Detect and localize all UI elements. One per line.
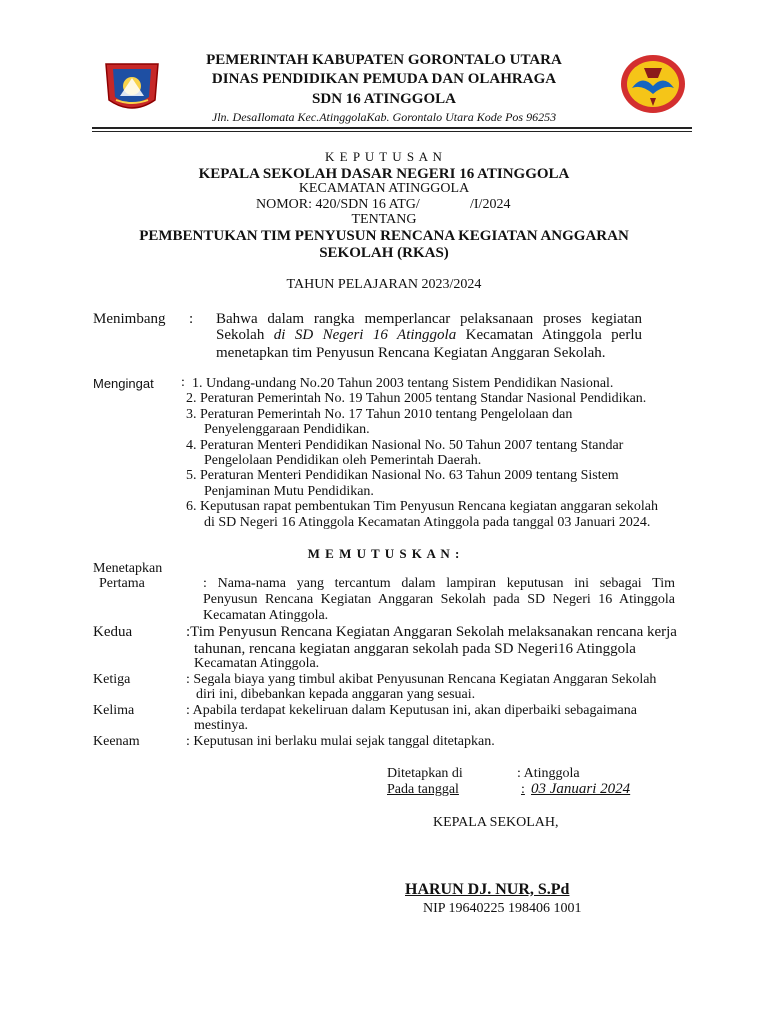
signatory-nip: NIP 19640225 198406 1001 <box>423 901 582 916</box>
kedua-line2: tahunan, rencana kegiatan anggaran sekolah pada SD Negeri16 Atinggola <box>194 641 636 657</box>
district-line: KECAMATAN ATINGGOLA <box>298 181 470 196</box>
mengingat-item-6-cont: di SD Negeri 16 Atinggola Kecamatan Atinggola pada tanggal 03 Januari 2024. <box>204 515 651 530</box>
tanggal-label: Pada tanggal <box>387 782 459 797</box>
header-address: Jln. DesaIlomata Kec.AtinggolaKab. Gorontalo Utara Kode Pos 96253 <box>211 110 557 124</box>
signatory-name: HARUN DJ. NUR, S.Pd <box>405 881 570 898</box>
mengingat-item-5-cont: Penjaminan Mutu Pendidikan. <box>204 484 374 499</box>
mengingat-colon: : <box>181 375 185 390</box>
menimbang-line3: menetapkan tim Penyusun Rencana Kegiatan Anggaran Sekolah. <box>216 345 606 361</box>
decree-number-suffix: /I/2024 <box>470 197 511 212</box>
ketiga-line2: diri ini, dibebankan kepada anggaran yang sesuai. <box>196 687 476 702</box>
decree-number-prefix: NOMOR: 420/SDN 16 ATG/ <box>256 197 420 212</box>
mengingat-item-4-cont: Pengelolaan Pendidikan oleh Pemerintah Daerah. <box>204 453 482 468</box>
kelima-line2: mestinya. <box>194 718 249 733</box>
menimbang-line2 <box>216 327 642 344</box>
pertama-line3: Kecamatan Atinggola. <box>203 608 329 623</box>
about-line: TENTANG <box>351 212 417 227</box>
mengingat-label: Mengingat <box>93 376 154 391</box>
menimbang-line2-school: di SD Negeri 16 Atinggola <box>273 327 457 343</box>
menimbang-colon: : <box>189 311 194 327</box>
mengingat-item-6: 6. Keputusan rapat pembentukan Tim Penyusun Rencana kegiatan anggaran sekolah <box>186 499 658 514</box>
academic-year: TAHUN PELAJARAN 2023/2024 <box>286 277 482 292</box>
mengingat-item-3-cont: Penyelenggaraan Pendidikan. <box>204 422 370 437</box>
issuer-title: KEPALA SEKOLAH DASAR NEGERI 16 ATINGGOLA <box>198 166 570 182</box>
menimbang-label: Menimbang <box>93 311 166 327</box>
header-government: PEMERINTAH KABUPATEN GORONTALO UTARA <box>206 52 562 68</box>
pertama-label: Pertama <box>99 576 145 591</box>
mengingat-item-5: 5. Peraturan Menteri Pendidikan Nasional No. 63 Tahun 2009 tentang Sistem <box>186 468 619 483</box>
keenam-label: Keenam <box>93 734 140 749</box>
tanggal-colon: : <box>521 782 525 797</box>
header-divider-thick <box>92 127 692 129</box>
mengingat-item-1: 1. Undang-undang No.20 Tahun 2003 tentang Sistem Pendidikan Nasional. <box>192 376 614 391</box>
decree-subject-line1: PEMBENTUKAN TIM PENYUSUN RENCANA KEGIATAN ANGGARAN <box>139 228 629 244</box>
ketiga-line1: : Segala biaya yang timbul akibat Penyusunan Rencana Kegiatan Anggaran Sekolah <box>186 672 657 687</box>
mengingat-item-4: 4. Peraturan Menteri Pendidikan Nasional No. 50 Tahun 2007 tentang Standar <box>186 438 624 453</box>
mengingat-item-3: 3. Peraturan Pemerintah No. 17 Tahun 2010 tentang Pengelolaan dan <box>186 407 573 422</box>
decree-subject-line2: SEKOLAH (RKAS) <box>319 245 449 261</box>
kelima-line1: : Apabila terdapat kekeliruan dalam Keputusan ini, akan diperbaiki sebagaimana <box>186 703 637 718</box>
pertama-line1: : Nama-nama yang tercantum dalam lampiran keputusan ini sebagai Tim <box>203 576 675 591</box>
menimbang-line2-c: Kecamatan Atinggola perlu <box>456 327 642 343</box>
kedua-line3: Kecamatan Atinggola. <box>194 656 320 671</box>
pertama-line2: Penyusun Rencana Kegiatan Anggaran Sekolah pada SD Negeri 16 Atinggola <box>203 592 675 607</box>
menimbang-line1: Bahwa dalam rangka memperlancar pelaksanaan proses kegiatan <box>216 311 642 327</box>
ditetapkan-label: Ditetapkan di <box>387 766 463 781</box>
kelima-label: Kelima <box>93 703 135 718</box>
menimbang-line2-a: Sekolah <box>216 327 274 343</box>
ketiga-label: Ketiga <box>93 672 131 687</box>
memutuskan-heading: M E M U T U S K A N : <box>307 546 461 561</box>
header-divider-thin <box>92 131 692 132</box>
tanggal-value: 03 Januari 2024 <box>531 781 631 797</box>
kedua-label: Kedua <box>93 624 133 640</box>
signatory-position: KEPALA SEKOLAH, <box>433 815 559 830</box>
mengingat-item-2: 2. Peraturan Pemerintah No. 19 Tahun 2005 tentang Standar Nasional Pendidikan. <box>186 391 647 406</box>
keenam-line1: : Keputusan ini berlaku mulai sejak tanggal ditetapkan. <box>186 734 495 749</box>
kedua-line1: :Tim Penyusun Rencana Kegiatan Anggaran Sekolah melaksanakan rencana kerja <box>186 624 677 640</box>
header-school-name: SDN 16 ATINGGOLA <box>312 91 456 107</box>
document-type: K E P U T U S A N <box>325 149 443 164</box>
ditetapkan-value: : Atinggola <box>517 766 580 781</box>
menetapkan-label: Menetapkan <box>93 561 163 576</box>
header-department: DINAS PENDIDIKAN PEMUDA DAN OLAHRAGA <box>211 71 557 87</box>
